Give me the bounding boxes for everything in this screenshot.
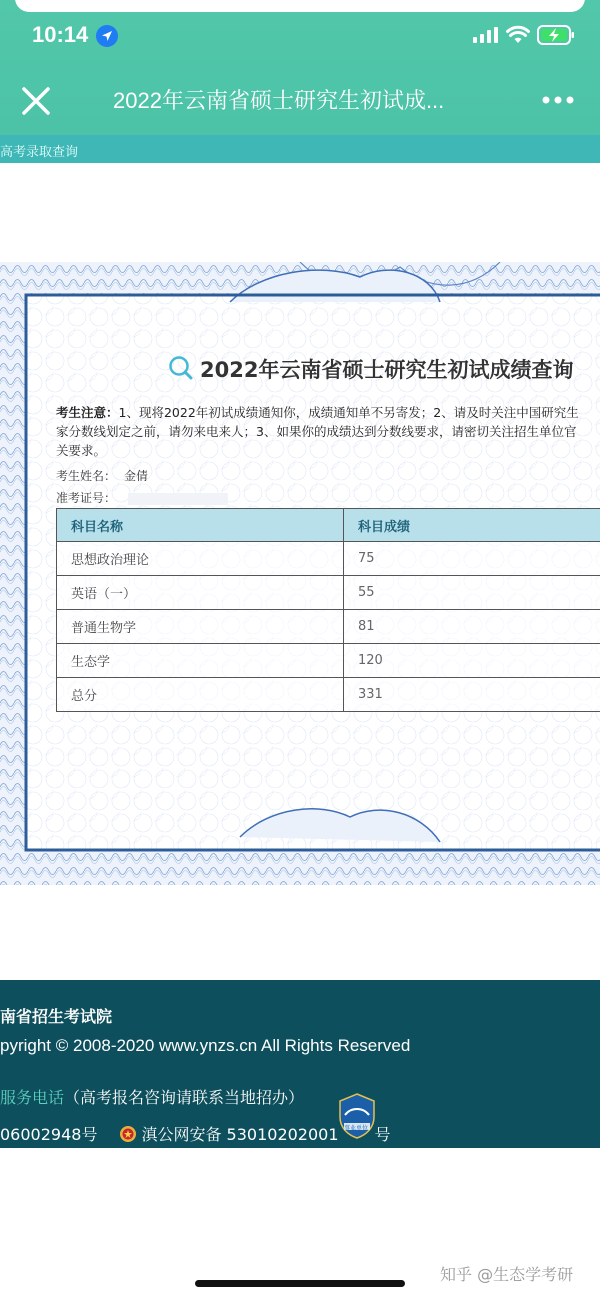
candidate-name-label: 考生姓名： <box>56 469 117 483</box>
total-score: 331 <box>344 678 600 712</box>
subject-score: 75 <box>344 542 600 576</box>
subject-name: 思想政治理论 <box>57 542 344 576</box>
notice-line-3: 关要求。 <box>56 443 107 458</box>
total-label: 总分 <box>57 678 344 712</box>
table-row <box>57 542 600 576</box>
close-icon[interactable] <box>18 83 54 119</box>
notice-line-1: 1、现将2022年初试成绩通知你，成绩通知单不另寄发；2、请及时关注中国研究生 <box>118 405 579 420</box>
score-table-header <box>57 509 600 542</box>
page-title-bar: 2022年云南省硕士研究生初试成... <box>113 88 445 113</box>
watermark: 知乎 @生态学考研 <box>440 1265 574 1284</box>
battery-charging-icon <box>537 25 575 45</box>
score-certificate <box>0 262 600 885</box>
header-subject: 科目名称 <box>57 509 344 542</box>
subject-name: 普通生物学 <box>57 610 344 644</box>
status-time: 10:14 <box>32 22 89 47</box>
subject-score: 55 <box>344 576 600 610</box>
cellular-signal-icon <box>473 27 499 43</box>
candidate-notice <box>56 403 600 460</box>
wifi-icon <box>506 25 530 45</box>
header-score: 科目成绩 <box>344 509 600 542</box>
subject-score: 120 <box>344 644 600 678</box>
notification-banner-edge <box>15 0 585 12</box>
notice-label: 考生注意： <box>56 405 119 420</box>
police-record[interactable]: 滇公网安备 53010202001 <box>141 1125 339 1144</box>
institution-emblem-icon <box>338 1093 376 1139</box>
certificate-title: 2022年云南省硕士研究生初试成绩查询 <box>200 358 574 382</box>
police-badge-icon <box>119 1125 137 1143</box>
footer-copyright: pyright © 2008-2020 www.ynzs.cn All Rights Reserved <box>0 1036 411 1055</box>
footer-service <box>0 1085 304 1108</box>
candidate-id-redacted <box>128 493 228 505</box>
candidate-id-row <box>56 489 228 506</box>
home-indicator[interactable] <box>195 1280 405 1287</box>
site-footer <box>0 980 600 1148</box>
subnav-link[interactable]: 高考录取查询 <box>0 145 79 160</box>
score-table <box>56 508 600 712</box>
subject-score: 81 <box>344 610 600 644</box>
public-institution-badge[interactable] <box>338 1093 376 1139</box>
candidate-name-row <box>56 467 148 484</box>
sub-navigation <box>0 135 600 163</box>
search-icon <box>168 355 194 381</box>
footer-registration <box>0 1122 391 1145</box>
location-icon <box>95 24 119 48</box>
service-note: （高考报名咨询请联系当地招办） <box>64 1088 305 1107</box>
more-options-icon[interactable] <box>538 90 578 110</box>
table-row <box>57 576 600 610</box>
subject-name: 英语（一） <box>57 576 344 610</box>
candidate-name-value: 金倩 <box>124 469 149 483</box>
badge-text: 事业单位 <box>344 1125 369 1132</box>
notice-line-2: 家分数线划定之前，请勿来电来人；3、如果你的成绩达到分数线要求，请密切关注招生单位官 <box>56 424 577 439</box>
footer-org: 南省招生考试院 <box>0 1007 113 1026</box>
subject-name: 生态学 <box>57 644 344 678</box>
table-row <box>57 678 600 712</box>
app-header <box>0 0 600 135</box>
table-row <box>57 610 600 644</box>
police-record-tail: 号 <box>374 1125 391 1144</box>
icp-number[interactable]: 06002948号 <box>0 1125 98 1144</box>
candidate-id-label: 准考证号： <box>56 491 117 505</box>
table-row <box>57 644 600 678</box>
service-phone-link[interactable]: 服务电话 <box>0 1088 65 1107</box>
